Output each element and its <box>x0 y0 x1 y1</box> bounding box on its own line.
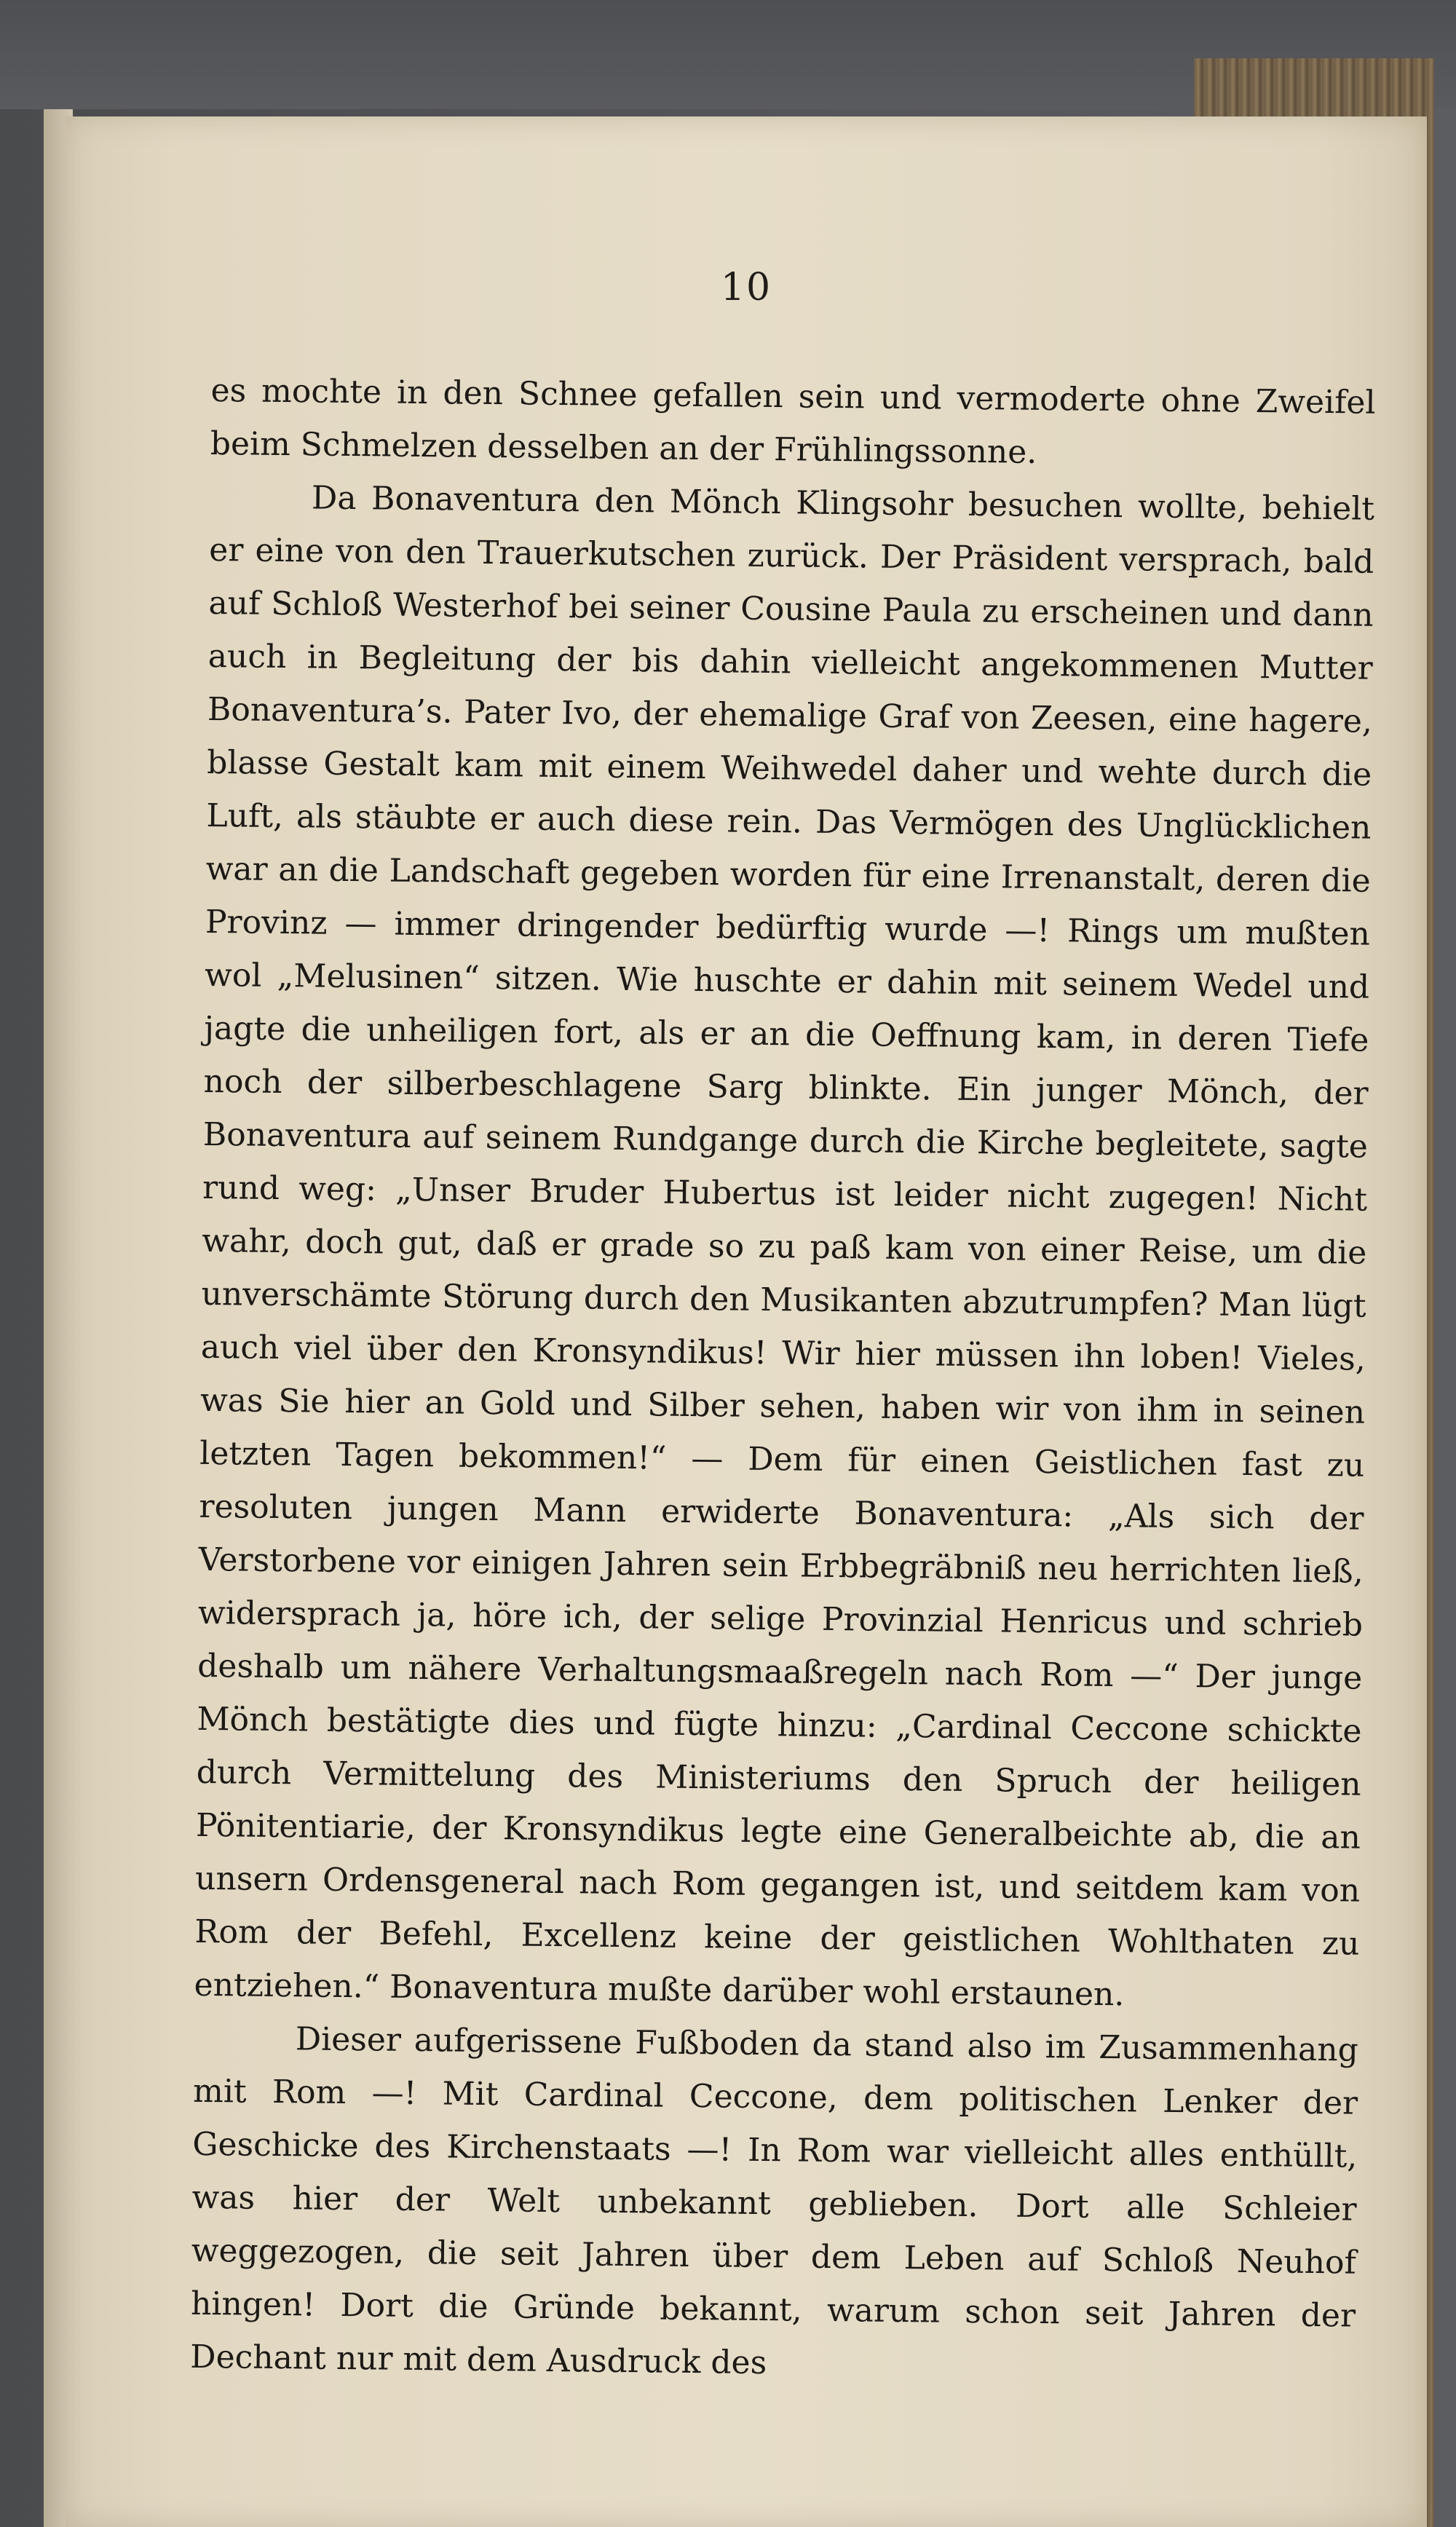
page-body-text <box>190 364 1376 2396</box>
paragraph: Da Bonaventura den Mönch Klingsohr besuchen wollte, behielt er eine von den Trauerkutschen zurück. Der Präsident versprach, bald auf Schloß Westerhof bei seiner Cousine Paula zu erscheinen und dann auch in Begleitung der bis dahin vielleicht angekommenen Mutter Bonaventura’s. Pater Ivo, der ehemalige Graf von Zeesen, eine hagere, blasse Gestalt kam mit einem Weihwedel daher und wehte durch die Luft, als stäubte er auch diese rein. Das Vermögen des Unglücklichen war an die Landschaft gegeben worden für eine Irrenanstalt, deren die Provinz — immer dringender bedürftig wurde —! Rings um mußten wol „Melusinen“ sitzen. Wie huschte er dahin mit seinem Wedel und jagte die unheiligen fort, als er an die Oeffnung kam, in deren Tiefe noch der silberbeschlagene Sarg blinkte. Ein junger Mönch, der Bonaventura auf seinem Rundgange durch die Kirche begleitete, sagte rund weg: „Unser Bruder Hubertus ist leider nicht zugegen! Nicht wahr, doch gut, daß er grade so zu paß kam von einer Reise, um die unverschämte Störung durch den Musikanten abzutrumpfen? Man lügt auch viel über den Kronsyndikus! Wir hier müssen ihn loben! Vieles, was Sie hier an Gold und Silber sehen, haben wir von ihm in seinen letzten Tagen bekommen!“ — Dem für einen Geistlichen fast zu resoluten jungen Mann erwiderte Bonaventura: „Als sich der Verstorbene vor einigen Jahren sein Erbbegräbniß neu herrichten ließ, widersprach ja, höre ich, der selige Provinzial Henricus und schrieb deshalb um nähere Verhaltungsmaaßregeln nach Rom —“ Der junge Mönch bestätigte dies und fügte hinzu: „Cardinal Ceccone schickte durch Vermittelung des Ministeriums den Spruch der heiligen Pönitentiarie, der Kronsyndikus legte eine Generalbeichte ab, die an unsern Ordensgeneral nach Rom gegangen ist, und seitdem kam von Rom der Befehl, Excellenz keine der geistlichen Wohlthaten zu entziehen.“ Bonaventura mußte darüber wohl erstaunen. <box>194 479 1375 2014</box>
paragraph-continuation: es mochte in den Schnee gefallen sein und vermoderte ohne Zweifel beim Schmelzen desselben an der Frühlingssonne. <box>210 371 1376 471</box>
page-number: 10 <box>720 266 772 309</box>
paragraph: Dieser aufgerissene Fußboden da stand also im Zusammenhang mit Rom —! Mit Cardinal Ceccone, dem politischen Lenker der Geschicke des Kirchenstaats —! In Rom war vielleicht alles enthüllt, was hier der Welt unbekannt geblieben. Dort alle Schleier weggezogen, die seit Jahren über dem Leben auf Schloß Neuhof hingen! Dort die Gründe bekannt, warum schon seit Jahren der Dechant nur mit dem Ausdruck des <box>190 2020 1359 2382</box>
book-page <box>66 116 1427 2527</box>
